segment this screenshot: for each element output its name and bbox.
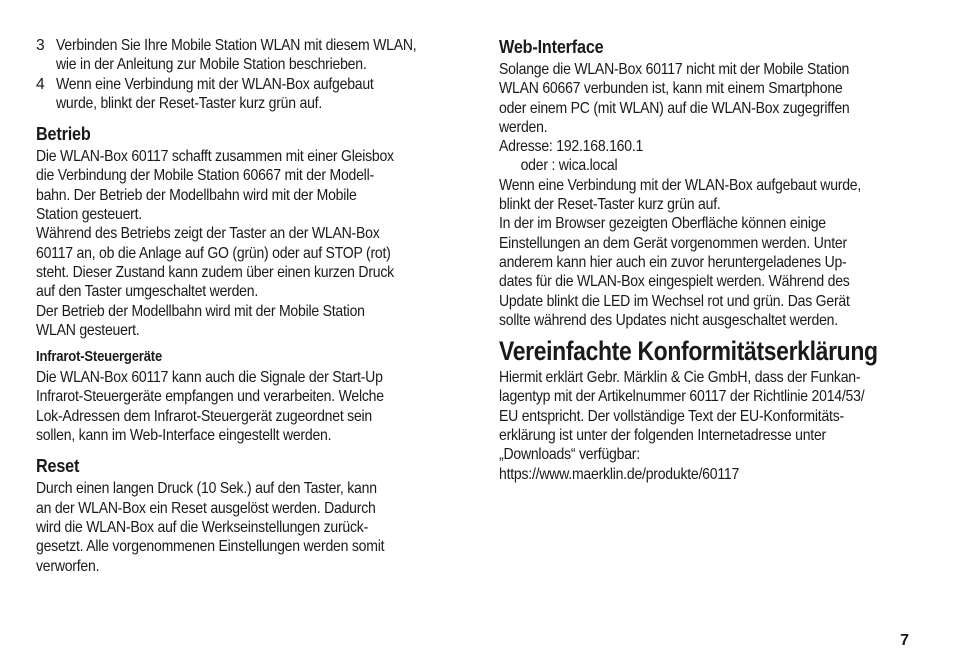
text-line: werden. bbox=[499, 118, 548, 136]
text-line: Die WLAN-Box 60117 kann auch die Signale der Start-Up bbox=[36, 369, 383, 387]
download-url: https://www.maerklin.de/produkte/60117 bbox=[499, 465, 740, 483]
text-line: Einstellungen an dem Gerät vorgenommen werden. Unter bbox=[499, 234, 847, 252]
text-line: lagentyp mit der Artikelnummer 60117 der Richtlinie 2014/53/ bbox=[499, 388, 865, 406]
text-line: Update blinkt die LED im Wechsel rot und grün. Das Gerät bbox=[499, 292, 850, 310]
text-line: erklärung ist unter der folgenden Internetadresse unter bbox=[499, 427, 827, 445]
text-line: dates für die WLAN-Box eingespielt werden. Während des bbox=[499, 273, 850, 291]
heading-reset: Reset bbox=[36, 456, 80, 477]
text-line: blinkt der Reset-Taster kurz grün auf. bbox=[499, 196, 721, 214]
page-number: 7 bbox=[900, 632, 909, 649]
list-item-4 bbox=[36, 75, 466, 114]
heading-konformitaet: Vereinfachte Konformitätserklärung bbox=[499, 336, 878, 367]
list-line: wie in der Anleitung zur Mobile Station beschrieben. bbox=[56, 56, 367, 74]
text-line: Während des Betriebs zeigt der Taster an der WLAN-Box bbox=[36, 225, 380, 243]
list-number: 4 bbox=[36, 75, 45, 93]
text-line: sollen, kann im Web-Interface eingestellt werden. bbox=[36, 427, 332, 445]
list-line: Wenn eine Verbindung mit der WLAN-Box aufgebaut bbox=[56, 75, 374, 93]
text-line: an der WLAN-Box ein Reset ausgelöst werden. Dadurch bbox=[36, 499, 376, 517]
text-line: verworfen. bbox=[36, 557, 100, 575]
heading-web-interface: Web-Interface bbox=[499, 37, 604, 57]
text-line: In der im Browser gezeigten Oberfläche können einige bbox=[499, 215, 826, 233]
text-line: die Verbindung der Mobile Station 60667 mit der Modell- bbox=[36, 167, 374, 185]
local-address: oder : wica.local bbox=[520, 157, 618, 175]
text-line: anderem kann hier auch ein zuvor heruntergeladenes Up- bbox=[499, 253, 847, 271]
paragraph-web-interface bbox=[499, 60, 929, 330]
text-line: steht. Dieser Zustand kann zudem über einen kurzen Druck bbox=[36, 263, 394, 281]
list-number: 3 bbox=[36, 37, 45, 54]
text-line: „Downloads“ verfügbar: bbox=[499, 446, 640, 464]
text-line: sollte während des Updates nicht ausgeschaltet werden. bbox=[499, 311, 838, 329]
text-line: Infrarot-Steuergeräte empfangen und verarbeiten. Welche bbox=[36, 388, 384, 406]
text-line: Lok-Adressen dem Infrarot-Steuergerät zugeordnet sein bbox=[36, 407, 373, 425]
list-line: Verbinden Sie Ihre Mobile Station WLAN mit diesem WLAN, bbox=[56, 37, 417, 54]
right-column bbox=[499, 36, 929, 484]
text-line: WLAN gesteuert. bbox=[36, 321, 140, 339]
text-line: oder einem PC (mit WLAN) auf die WLAN-Box zugegriffen bbox=[499, 99, 850, 117]
paragraph-betrieb bbox=[36, 147, 466, 340]
text-line: Hiermit erklärt Gebr. Märklin & Cie GmbH, dass der Funkan- bbox=[499, 369, 861, 387]
text-line: Der Betrieb der Modellbahn wird mit der Mobile Station bbox=[36, 302, 365, 320]
text-line: Durch einen langen Druck (10 Sek.) auf den Taster, kann bbox=[36, 480, 377, 498]
heading-betrieb: Betrieb bbox=[36, 124, 91, 145]
list-item-3 bbox=[36, 36, 466, 75]
text-line: Die WLAN-Box 60117 schafft zusammen mit einer Gleisbox bbox=[36, 148, 394, 166]
text-line: Wenn eine Verbindung mit der WLAN-Box aufgebaut wurde, bbox=[499, 176, 862, 194]
ip-address: Adresse: 192.168.160.1 bbox=[499, 138, 644, 156]
text-line: WLAN 60667 verbunden ist, kann mit einem Smartphone bbox=[499, 80, 843, 98]
text-line: bahn. Der Betrieb der Modellbahn wird mit der Mobile bbox=[36, 186, 357, 204]
paragraph-infrarot bbox=[36, 368, 466, 445]
heading-infrarot: Infrarot-Steuergeräte bbox=[36, 349, 163, 366]
left-column bbox=[36, 36, 466, 576]
text-line: auf den Taster umgeschaltet werden. bbox=[36, 283, 259, 301]
text-line: 60117 an, ob die Anlage auf GO (grün) oder auf STOP (rot) bbox=[36, 244, 391, 262]
text-line: wird die WLAN-Box auf die Werkseinstellungen zurück- bbox=[36, 518, 369, 536]
text-line: Station gesteuert. bbox=[36, 206, 142, 224]
paragraph-konformitaet bbox=[499, 368, 929, 484]
text-line: gesetzt. Alle vorgenommenen Einstellungen werden somit bbox=[36, 538, 385, 556]
text-line: EU entspricht. Der vollständige Text der EU-Konformitäts- bbox=[499, 407, 844, 425]
list-line: wurde, blinkt der Reset-Taster kurz grün auf. bbox=[56, 94, 323, 112]
paragraph-reset bbox=[36, 479, 466, 575]
text-line: Solange die WLAN-Box 60117 nicht mit der Mobile Station bbox=[499, 61, 850, 78]
